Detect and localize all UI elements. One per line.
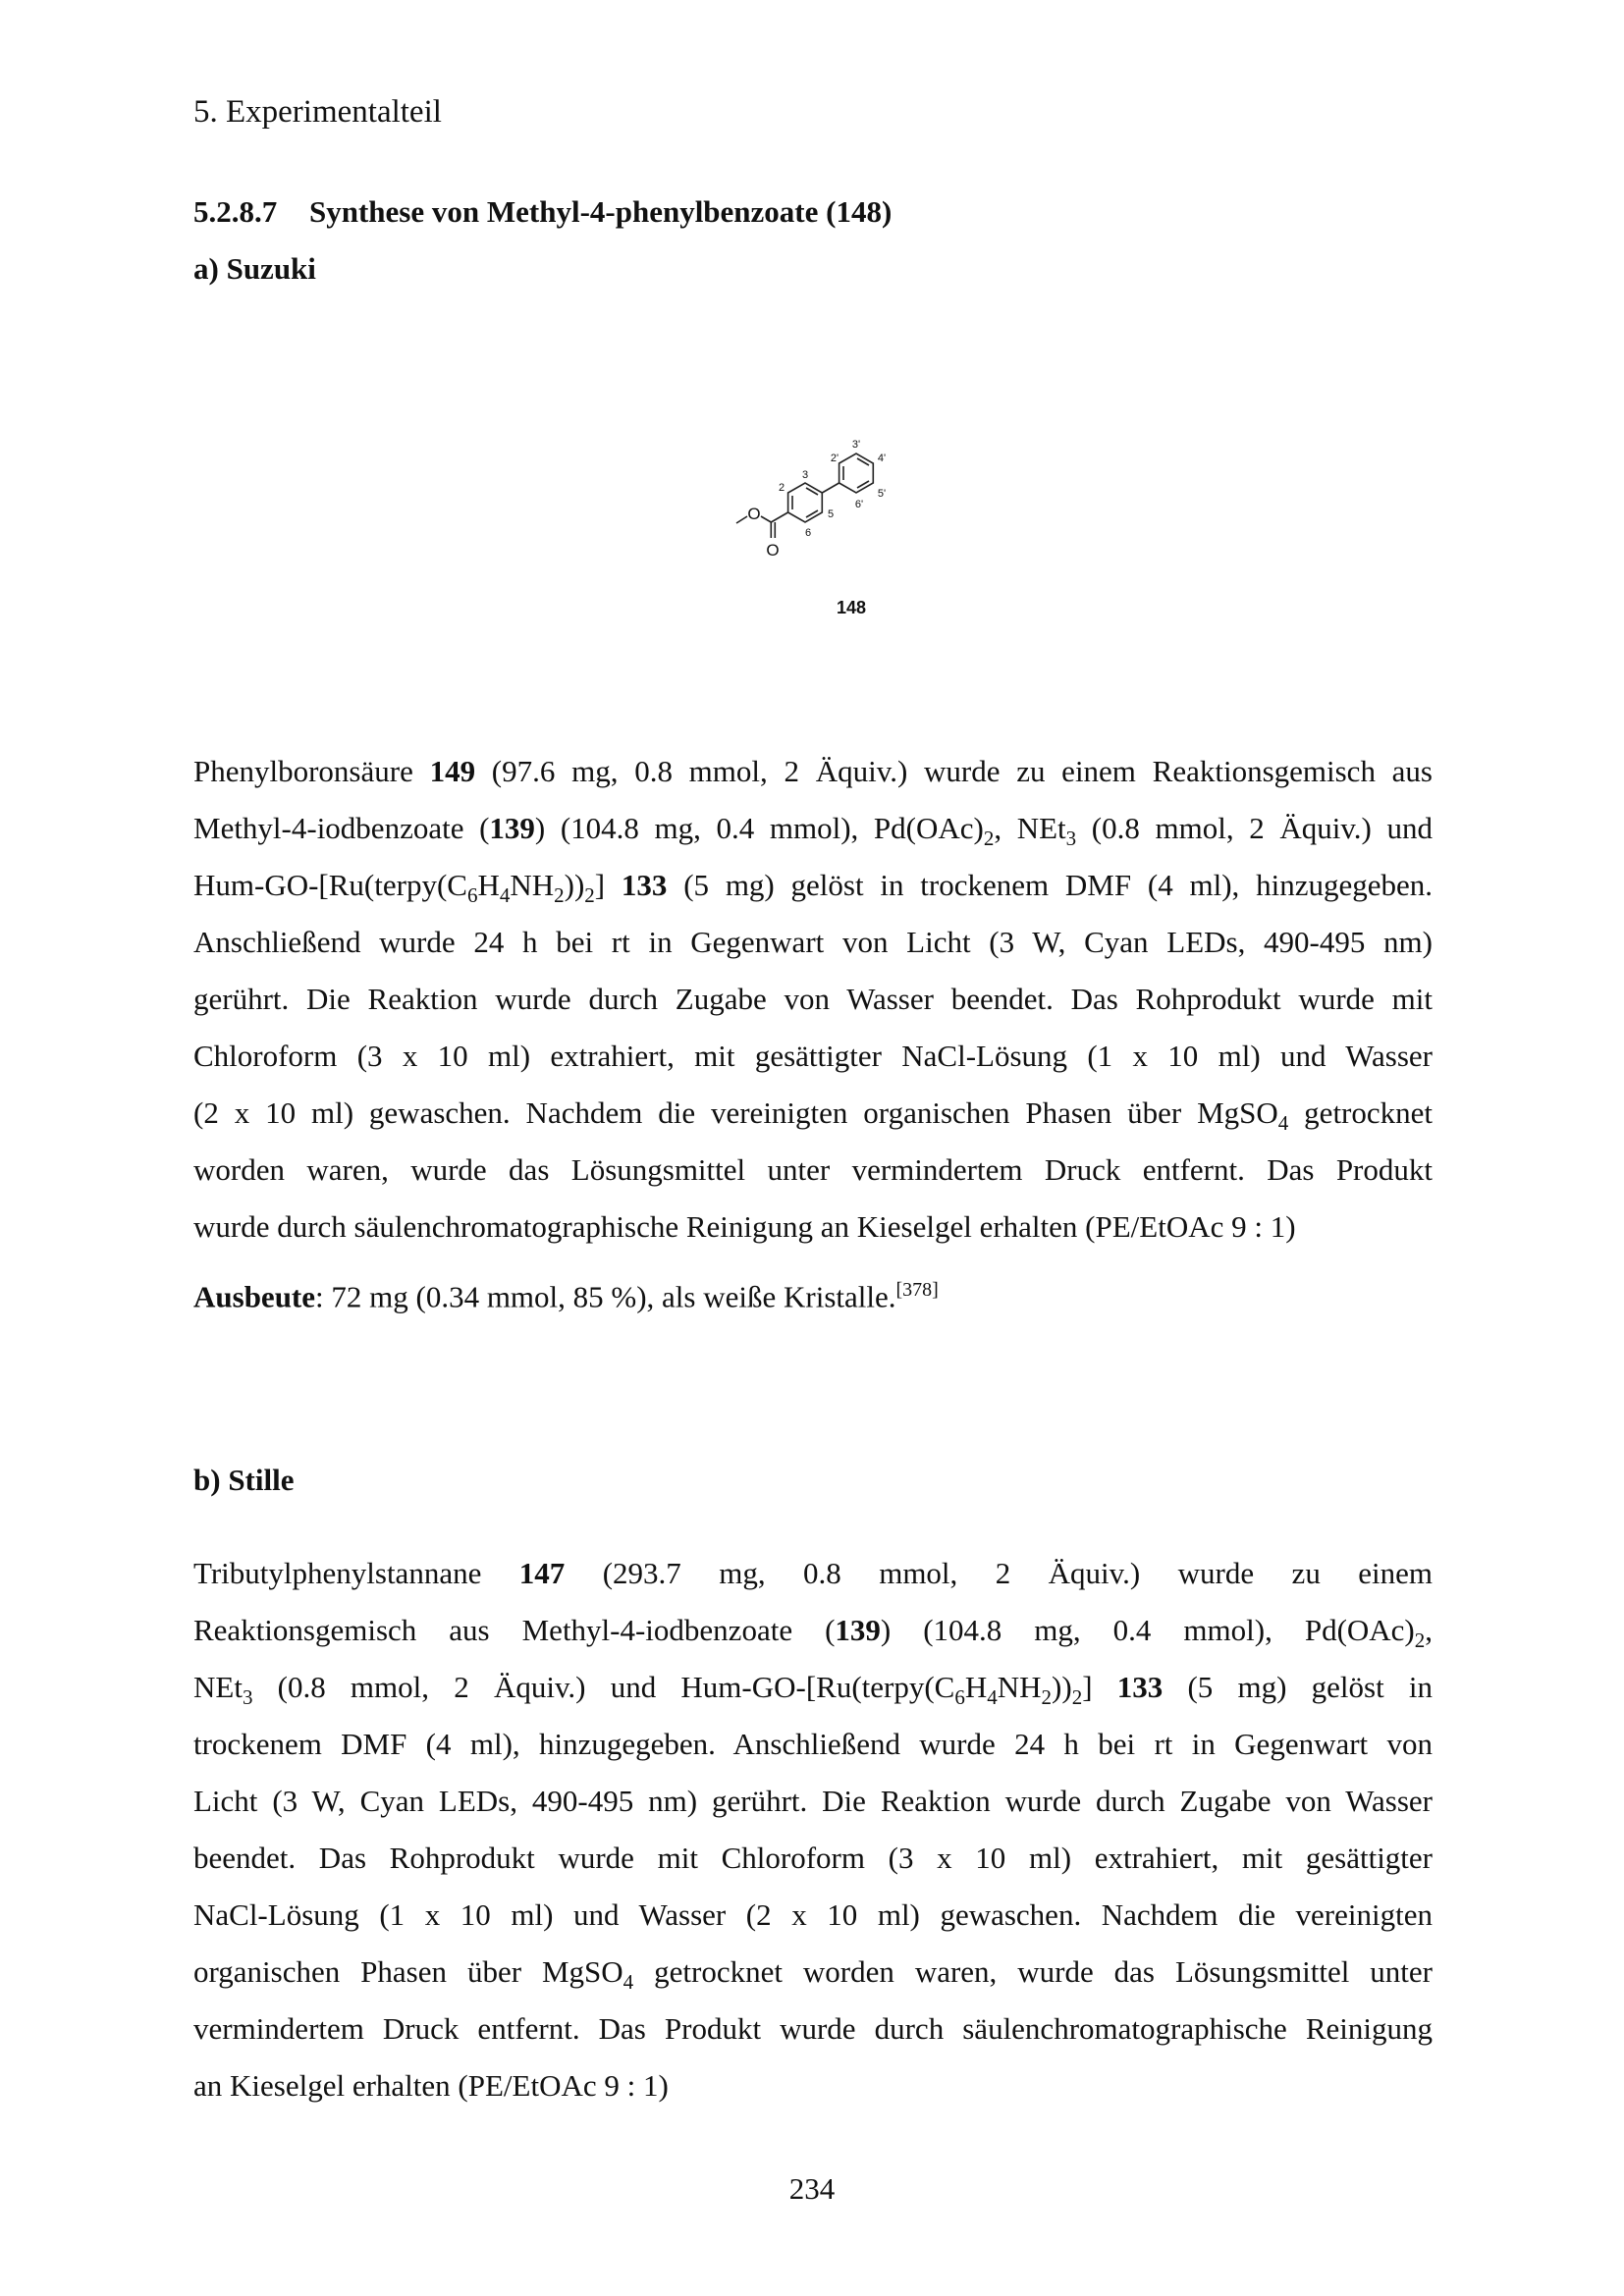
- text-run: gerührt. Die Reaktion wurde durch Zugabe von Wasser beendet. Das Rohprodukt wurde mit: [193, 982, 1433, 1016]
- methyl-4-phenylbenzoate-structure: [668, 412, 962, 628]
- text-run: NaCl-Lösung (1 x 10 ml) und Wasser (2 x 10 ml) gewaschen. Nachdem die vereinigten: [193, 1897, 1433, 1932]
- section-heading: [193, 194, 892, 230]
- subscript: 6: [954, 1685, 965, 1710]
- compound-number: 139: [489, 811, 535, 845]
- subsection-suzuki-title: a) Suzuki: [193, 251, 316, 286]
- text-run: an Kieselgel erhalten (PE/EtOAc 9 : 1): [193, 2068, 669, 2103]
- atom-label-2-prime: 2': [830, 453, 839, 464]
- subscript: 4: [623, 1970, 634, 1995]
- text-run: getrocknet: [1288, 1095, 1434, 1130]
- text-run: worden waren, wurde das Lösungsmittel unter vermindertem Druck entfernt. Das Produkt: [193, 1152, 1433, 1187]
- text-line: [193, 1142, 1433, 1199]
- subscript: 4: [1277, 1111, 1289, 1136]
- yield-text: : 72 mg (0.34 mmol, 85 %), als weiße Kristalle.: [315, 1279, 896, 1314]
- text-run: vermindertem Druck entfernt. Das Produkt wurde durch säulenchromatographische Reinigung: [193, 2011, 1433, 2046]
- compound-number: 149: [429, 754, 476, 788]
- subscript: 6: [466, 883, 478, 908]
- subscript: 2: [1071, 1685, 1083, 1710]
- atom-label-carbonyl-oxygen: O: [766, 541, 780, 560]
- compound-number: 133: [621, 868, 668, 902]
- section-title: Synthese von Methyl-4-phenylbenzoate (148): [309, 194, 893, 229]
- atom-label-6: 6: [804, 527, 812, 539]
- text-run: organischen Phasen über MgSO: [193, 1954, 623, 1989]
- yield-reference: [378]: [895, 1279, 939, 1301]
- text-run: Reaktionsgemisch aus Methyl-4-iodbenzoate (: [193, 1613, 836, 1647]
- chapter-header: 5. Experimentalteil: [193, 94, 442, 130]
- text-run: Phenylboronsäure: [193, 754, 430, 788]
- text-run: )): [564, 868, 585, 902]
- subscript: 2: [584, 883, 595, 908]
- text-line: [193, 1199, 1433, 1255]
- text-line: [193, 1085, 1433, 1142]
- text-run: NH: [510, 868, 555, 902]
- subscript: 3: [242, 1685, 253, 1710]
- yield-statement: [193, 1279, 939, 1314]
- subsection-stille-title: b) Stille: [193, 1463, 295, 1497]
- text-line: [193, 1944, 1433, 2001]
- stille-procedure-paragraph: [193, 1545, 1433, 2114]
- text-line: [193, 1773, 1433, 1830]
- page-number: 234: [788, 2171, 836, 2206]
- text-line: [193, 2057, 1433, 2114]
- text-run: ,: [1425, 1613, 1433, 1647]
- atom-label-ether-oxygen: O: [747, 505, 761, 523]
- text-run: Tributylphenylstannane: [193, 1556, 519, 1590]
- atom-label-2: 2: [778, 482, 785, 494]
- text-run: Hum-GO-[Ru(terpy(C: [193, 868, 467, 902]
- text-run: ) (104.8 mg, 0.4 mmol), Pd(OAc): [880, 1613, 1415, 1647]
- subscript: 2: [983, 827, 995, 851]
- atom-label-6-prime: 6': [854, 499, 864, 510]
- text-run: Methyl-4-iodbenzoate (: [193, 811, 490, 845]
- text-line: [193, 857, 1433, 914]
- text-run: H: [477, 868, 500, 902]
- text-line: [193, 971, 1433, 1028]
- text-run: getrocknet worden waren, wurde das Lösungsmittel unter: [633, 1954, 1433, 1989]
- compound-number: 147: [518, 1556, 566, 1590]
- text-run: H: [964, 1670, 988, 1704]
- subscript: 4: [987, 1685, 998, 1710]
- subscript: 2: [554, 883, 565, 908]
- text-line: [193, 800, 1433, 857]
- text-line: [193, 1545, 1433, 1602]
- text-run: (0.8 mmol, 2 Äquiv.) und: [1076, 811, 1433, 845]
- text-line: [193, 1887, 1433, 1944]
- text-run: (5 mg) gelöst in trockenem DMF (4 ml), hinzugegeben.: [667, 868, 1433, 902]
- compound-label: 148: [836, 598, 867, 617]
- atom-label-3: 3: [801, 469, 809, 481]
- text-run: (293.7 mg, 0.8 mmol, 2 Äquiv.) wurde zu einem: [565, 1556, 1433, 1590]
- atom-label-3-prime: 3': [851, 439, 861, 451]
- text-run: trockenem DMF (4 ml), hinzugegeben. Anschließend wurde 24 h bei rt in Gegenwart von: [193, 1727, 1433, 1761]
- text-run: ]: [1082, 1670, 1117, 1704]
- atom-label-5-prime: 5': [877, 488, 887, 500]
- subscript: 3: [1065, 827, 1077, 851]
- text-run: wurde durch säulenchromatographische Reinigung an Kieselgel erhalten (PE/EtOAc 9 : 1): [193, 1209, 1296, 1244]
- atom-label-5: 5: [827, 508, 835, 520]
- section-number: 5.2.8.7: [193, 194, 278, 229]
- subscript: 4: [499, 883, 511, 908]
- text-run: NH: [997, 1670, 1042, 1704]
- text-line: [193, 1659, 1433, 1716]
- text-run: Anschließend wurde 24 h bei rt in Gegenwart von Licht (3 W, Cyan LEDs, 490-495 nm): [193, 925, 1433, 959]
- text-run: (97.6 mg, 0.8 mmol, 2 Äquiv.) wurde zu einem Reaktionsgemisch aus: [475, 754, 1433, 788]
- text-line: [193, 1602, 1433, 1659]
- subscript: 2: [1414, 1629, 1426, 1653]
- text-run: Licht (3 W, Cyan LEDs, 490-495 nm) gerührt. Die Reaktion wurde durch Zugabe von Wasser: [193, 1784, 1433, 1818]
- text-run: ) (104.8 mg, 0.4 mmol), Pd(OAc): [534, 811, 984, 845]
- text-run: (5 mg) gelöst in: [1163, 1670, 1434, 1704]
- compound-number: 139: [835, 1613, 881, 1647]
- text-line: [193, 1716, 1433, 1773]
- text-run: (2 x 10 ml) gewaschen. Nachdem die vereinigten organischen Phasen über MgSO: [193, 1095, 1278, 1130]
- text-run: beendet. Das Rohprodukt wurde mit Chloroform (3 x 10 ml) extrahiert, mit gesättigter: [193, 1841, 1433, 1875]
- text-line: [193, 743, 1433, 800]
- text-run: NEt: [193, 1670, 243, 1704]
- atom-label-4-prime: 4': [877, 453, 887, 464]
- text-line: [193, 1028, 1433, 1085]
- suzuki-procedure-paragraph: [193, 743, 1433, 1255]
- text-run: )): [1052, 1670, 1072, 1704]
- subscript: 2: [1041, 1685, 1053, 1710]
- text-run: ]: [594, 868, 622, 902]
- text-line: [193, 1830, 1433, 1887]
- text-line: [193, 2001, 1433, 2057]
- compound-number: 133: [1116, 1670, 1164, 1704]
- text-run: , NEt: [994, 811, 1066, 845]
- text-line: [193, 914, 1433, 971]
- yield-label: Ausbeute: [193, 1279, 316, 1314]
- text-run: (0.8 mmol, 2 Äquiv.) und Hum-GO-[Ru(terpy(C: [252, 1670, 955, 1704]
- text-run: Chloroform (3 x 10 ml) extrahiert, mit gesättigter NaCl-Lösung (1 x 10 ml) und Wasser: [193, 1039, 1433, 1073]
